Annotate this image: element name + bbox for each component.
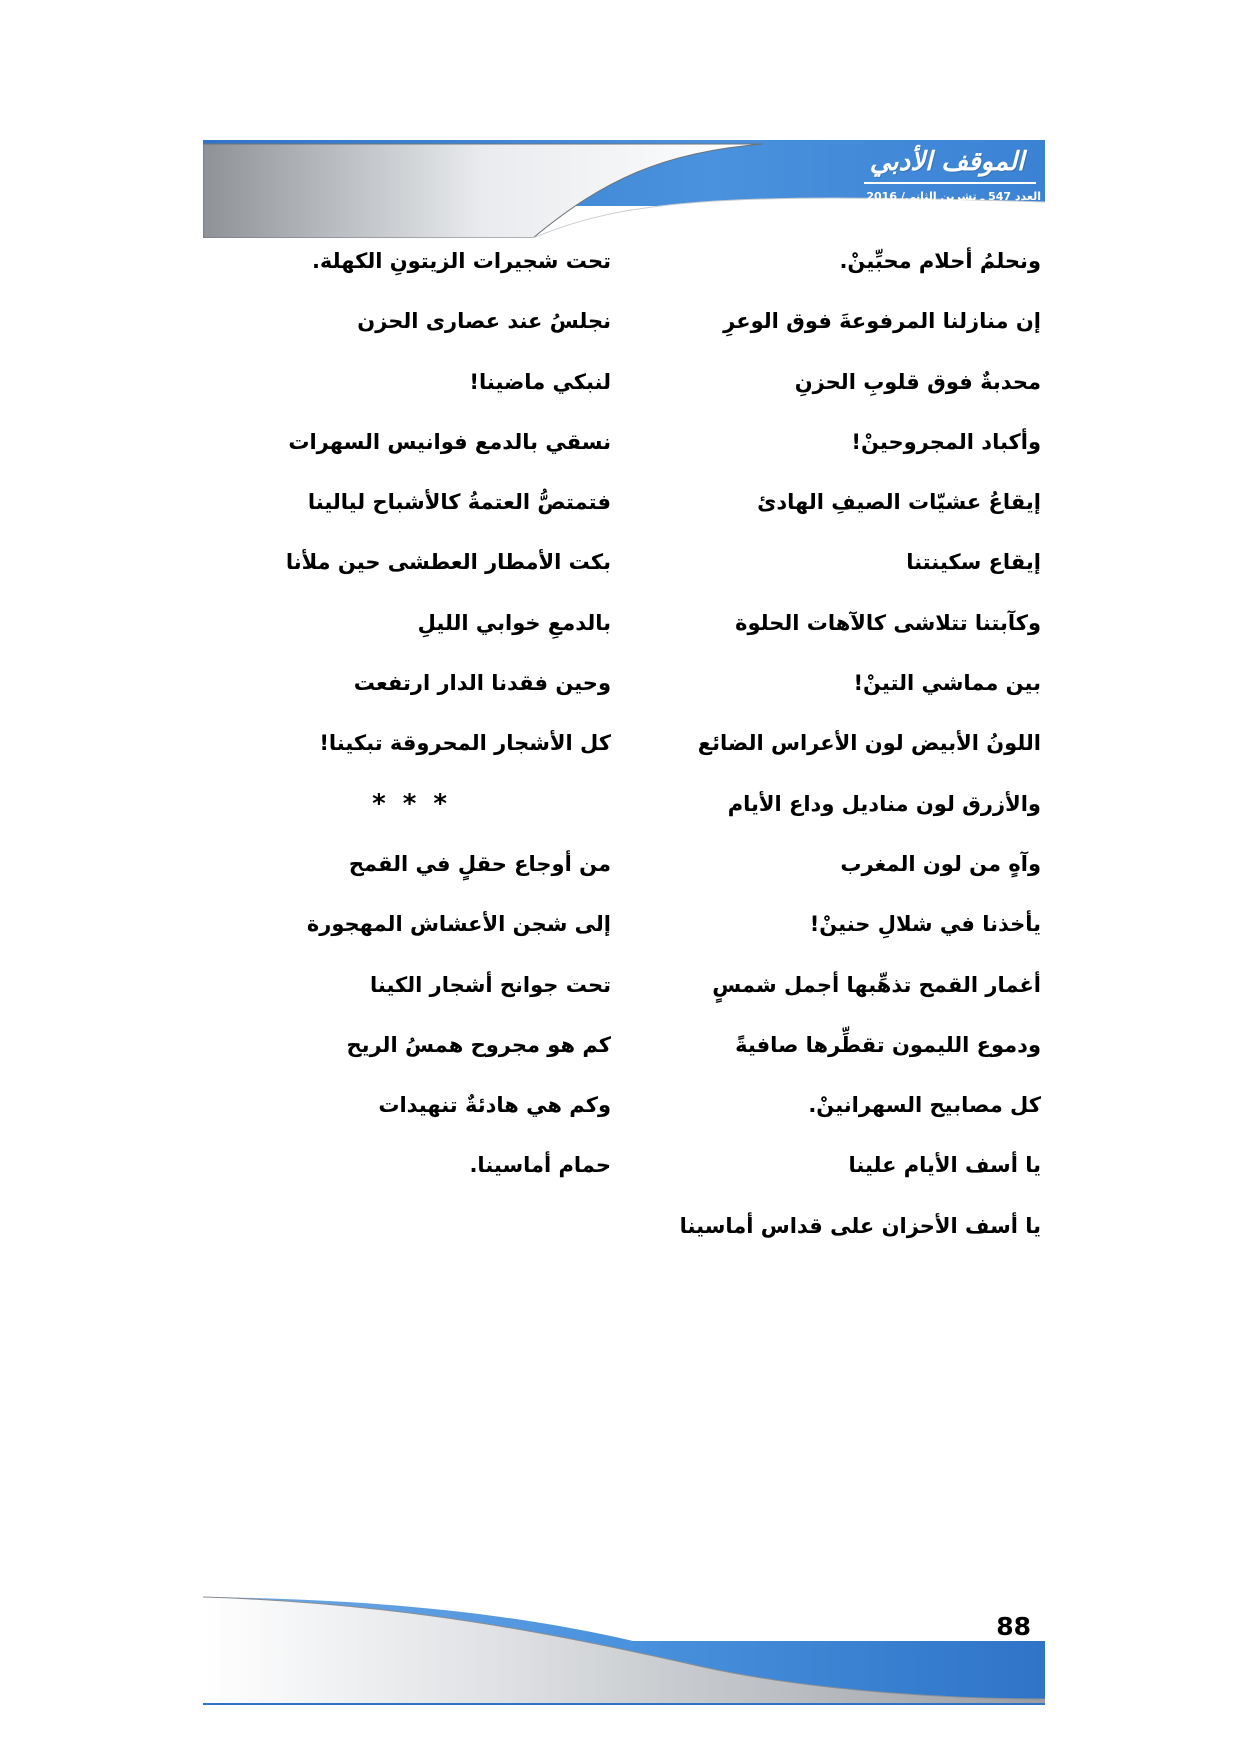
poem-line: وحين فقدنا الدار ارتفعت <box>353 671 611 696</box>
poem-line: كل الأشجار المحروقة تبكينا! <box>319 731 611 756</box>
poem-line: كل مصابيح السهرانينْ. <box>808 1093 1041 1118</box>
poem-line: من أوجاع حقلٍ في القمح <box>348 851 611 876</box>
poem-line: بالدمعِ خوابي الليلِ <box>417 610 611 635</box>
poem-line: حمام أماسينا. <box>469 1153 611 1178</box>
poem-line: نجلسُ عند عصارى الحزن <box>357 309 611 334</box>
poem-line: لنبكي ماضينا! <box>469 369 611 394</box>
poem-line: وكم هي هادئةٌ تنهيدات <box>378 1093 611 1118</box>
poem-line: إلى شجن الأعشاش المهجورة <box>306 912 611 937</box>
poem-line: إيقاعُ عشيّات الصيفِ الهادئ <box>757 490 1041 515</box>
poem-line: كم هو مجروح همسُ الريح <box>346 1032 611 1057</box>
poem-line: بين مماشي التينْ! <box>853 671 1041 696</box>
poem-line: أغمار القمح تذهِّبها أجمل شمسٍ <box>712 972 1041 997</box>
poem-left-column <box>211 246 611 1211</box>
footer-band <box>203 1595 1045 1715</box>
masthead-logo: الموقف الأدبي <box>869 147 1025 177</box>
poem-line: محدبةٌ فوق قلوبِ الحزنِ <box>794 369 1041 394</box>
poem-line: إيقاع سكينتنا <box>906 550 1041 575</box>
poem-line: يا أسف الأحزان على قداس أماسينا <box>679 1213 1041 1238</box>
poem-line: تحت شجيرات الزيتونِ الكهلة. <box>311 249 611 273</box>
poem-line: فتمتصُّ العتمةُ كالأشباح ليالينا <box>307 490 611 515</box>
poem-line: وأكباد المجروحينْ! <box>851 429 1041 454</box>
poem-line: إن منازلنا المرفوعةَ فوق الوعرِ <box>723 309 1041 334</box>
poem-line: والأزرق لون مناديل وداع الأيام <box>727 791 1041 816</box>
poem-line: وآهٍ من لون المغرب <box>840 851 1041 876</box>
page-number: 88 <box>996 1612 1031 1641</box>
masthead-rule <box>864 182 1036 184</box>
poem-right-column <box>641 246 1041 1271</box>
poem-line: تحت جوانح أشجار الكينا <box>370 972 611 997</box>
poem-line: ودموع الليمون تقطِّرها صافيةً <box>735 1032 1041 1057</box>
poem-line: ونحلمُ أحلام محبِّينْ. <box>839 249 1041 273</box>
stanza-separator: * * * <box>372 788 451 819</box>
poem-line: اللونُ الأبيض لون الأعراس الضائع <box>697 731 1041 756</box>
poem-line: يأخذنا في شلالِ حنينْ! <box>809 912 1041 937</box>
poem-line: يا أسف الأيام علينا <box>848 1153 1041 1178</box>
issue-line: العدد 547 ـ تشرين الثاني/ 2016 <box>866 190 1041 203</box>
poem-line: بكت الأمطار العطشى حين ملأنا <box>285 550 611 575</box>
poem-line: وكآبتنا تتلاشى كالآهات الحلوة <box>735 610 1041 635</box>
poem-line: نسقي بالدمع فوانيس السهرات <box>288 429 611 454</box>
